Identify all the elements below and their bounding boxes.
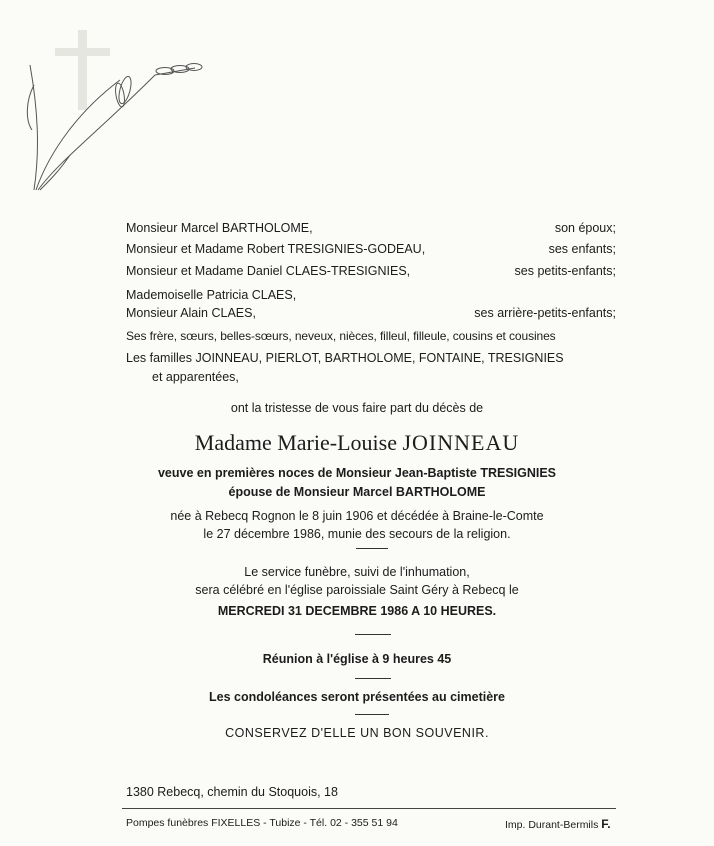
family-row-grandchildren: [126, 264, 616, 280]
address-text: 1380 Rebecq, chemin du Stoquois, 18: [126, 785, 338, 799]
family-name: Monsieur et Madame Daniel CLAES-TRESIGNIES,: [126, 264, 411, 278]
footer-rule: [122, 808, 616, 809]
families-text: Les familles JOINNEAU, PIERLOT, BARTHOLOME, FONTAINE, TRESIGNIES: [126, 351, 564, 365]
cross-icon: [55, 30, 110, 110]
separator: [355, 634, 391, 635]
siblings-line: [126, 329, 616, 345]
families-line: [126, 351, 616, 367]
closing-text: CONSERVEZ D'ELLE UN BON SOUVENIR.: [225, 726, 489, 740]
separator: [355, 678, 391, 679]
family-relation: ses petits-enfants;: [514, 264, 616, 278]
condolences-text: Les condoléances seront présentées au cimetière: [209, 690, 505, 704]
birth-death-line2: le 27 décembre 1986, munie des secours de la religion.: [203, 527, 511, 541]
service-datetime: MERCREDI 31 DECEMBRE 1986 A 10 HEURES.: [217, 604, 497, 618]
great-grandchildren-line2: [126, 306, 616, 322]
family-row-children: [126, 242, 616, 258]
great-grandchild-name: Monsieur Alain CLAES,: [126, 306, 256, 320]
separator: [356, 548, 388, 549]
service-line2: sera célébré en l'église paroissiale Saint Géry à Rebecq le: [195, 583, 519, 597]
siblings-text: Ses frère, sœurs, belles-sœurs, neveux, nièces, filleul, filleule, cousins et cousines: [126, 329, 556, 343]
wheat-icon: [27, 64, 202, 191]
funeral-home-text: Pompes funèbres FIXELLES - Tubize - Tél. 02 - 355 51 94: [126, 817, 398, 829]
family-relation: son époux;: [554, 221, 616, 235]
separator: [355, 714, 389, 715]
deceased-first-names: Madame Marie-Louise: [194, 430, 397, 455]
family-row-spouse: [126, 221, 616, 237]
printer-text: Imp. Durant-Bermils: [505, 819, 599, 831]
great-grandchildren-line1: [126, 288, 616, 304]
great-grandchild-name: Mademoiselle Patricia CLAES,: [126, 288, 297, 302]
family-relation: ses arrière-petits-enfants;: [474, 306, 616, 320]
family-name: Monsieur Marcel BARTHOLOME,: [126, 221, 313, 235]
family-name: Monsieur et Madame Robert TRESIGNIES-GODEAU,: [126, 242, 426, 256]
spouse-line: épouse de Monsieur Marcel BARTHOLOME: [228, 485, 486, 499]
families-related-text: et apparentées,: [152, 370, 239, 384]
service-line1: Le service funèbre, suivi de l'inhumation,: [244, 565, 470, 579]
birth-death-line1: née à Rebecq Rognon le 8 juin 1906 et décédée à Braine-le-Comte: [170, 509, 544, 523]
printer-mark: F.: [601, 817, 611, 831]
cross-wheat-illustration: [20, 30, 220, 200]
family-relation: ses enfants;: [548, 242, 616, 256]
widow-line: veuve en premières noces de Monsieur Jean-Baptiste TRESIGNIES: [157, 466, 557, 480]
deceased-name: [0, 430, 714, 456]
announcement-text: ont la tristesse de vous faire part du décès de: [230, 401, 484, 415]
meeting-text: Réunion à l'église à 9 heures 45: [262, 652, 452, 666]
printer-credit: [505, 817, 611, 831]
deceased-surname: JOINNEAU: [402, 430, 520, 455]
